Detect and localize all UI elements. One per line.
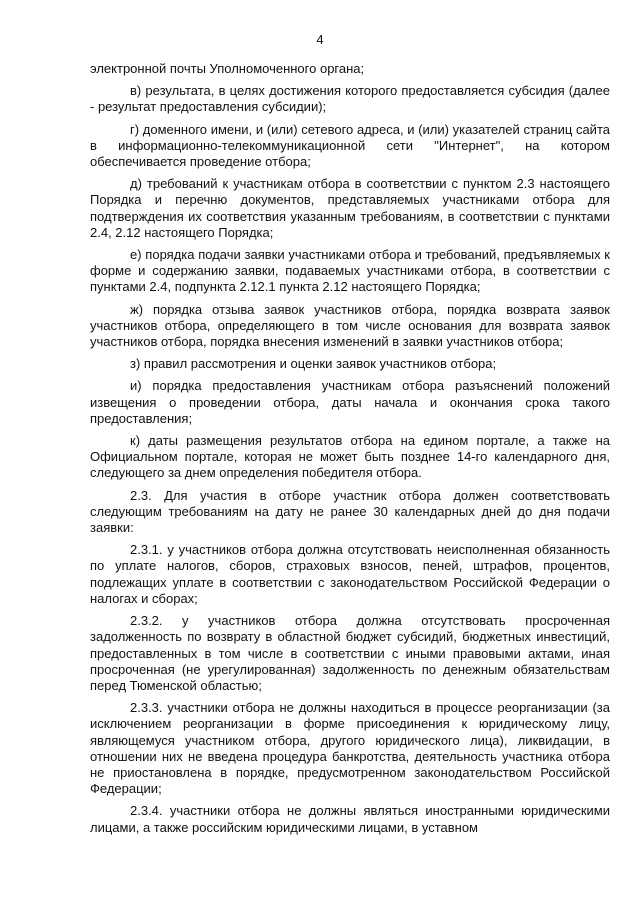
paragraph-email-continuation: электронной почты Уполномоченного органа; xyxy=(90,61,365,76)
paragraph-section-2-3-1: 2.3.1. у участников отбора должна отсутствовать неисполненная обязанность по уплате налогов, сборов, страховых взносов, пеней, штрафов, процентов, подлежащих уплате в соответствии с законодательством Российской Федерации о налогах и сборах; xyxy=(90,542,610,606)
page-number: 4 xyxy=(316,32,324,47)
paragraph-section-2-3-2: 2.3.2. у участников отбора должна отсутствовать просроченная задолженность по возврату в областной бюджет субсидий, бюджетных инвестиций, предоставленных в том числе в соответствии с иными правовыми актами, иная просроченная (не урегулированная) задолженность по денежным обязательствам перед Тюменской областью; xyxy=(90,613,610,693)
paragraph-item-e: е) порядка подачи заявки участниками отбора и требований, предъявляемых к форме и содержанию заявки, подаваемых участниками отбора, в соответствии с пунктами 2.4, подпункта 2.12.1 пункта 2.12 настоящего Порядка; xyxy=(90,247,610,295)
paragraph-item-k: к) даты размещения результатов отбора на едином портале, а также на Официальном портале, которая не может быть позднее 14-го календарного дня, следующего за днем определения победителя отбора. xyxy=(90,433,610,481)
paragraph-item-i: и) порядка предоставления участникам отбора разъяснений положений извещения о проведении отбора, даты начала и окончания срока такого предоставления; xyxy=(90,378,610,426)
paragraph-item-v: в) результата, в целях достижения которого предоставляется субсидия (далее - результат предоставления субсидии); xyxy=(90,83,610,115)
paragraph-item-zh: ж) порядка отзыва заявок участников отбора, порядка возврата заявок участников отбора, определяющего в том числе основания для возврата заявок участников отбора, порядка внесения изменений в заявки участников отбора; xyxy=(90,301,610,350)
paragraph-section-2-3: 2.3. Для участия в отборе участник отбора должен соответствовать следующим требованиям на дату не ранее 30 календарных дней до дня подачи заявки: xyxy=(90,487,610,536)
paragraph-section-2-3-3: 2.3.3. участники отбора не должны находиться в процессе реорганизации (за исключением реорганизации в форме присоединения к юридическому лицу, являющемуся участником отбора, другого юридического лица), ликвидации, в отношении них не введена процедура банкротства, деятельность участника отбора не приостановлена в порядке, предусмотренном законодательством Российской Федерации; xyxy=(90,700,610,797)
paragraph-item-z: з) правил рассмотрения и оценки заявок участников отбора; xyxy=(130,356,497,372)
document-body xyxy=(90,61,610,842)
paragraph-item-d: д) требований к участникам отбора в соответствии с пунктом 2.3 настоящего Порядка и перечню документов, представляемых участниками отбора для подтверждения их соответствия указанным требованиям, в соответствии с пунктами 2.4, 2.12 настоящего Порядка; xyxy=(90,176,610,240)
paragraph-item-g: г) доменного имени, и (или) сетевого адреса, и (или) указателей страниц сайта в информационно-телекоммуникационной сети "Интернет", на котором обеспечивается проведение отбора; xyxy=(90,121,610,170)
paragraph-section-2-3-4: 2.3.4. участники отбора не должны являться иностранными юридическими лицами, а также российским юридическими лицами, в уставном xyxy=(90,803,610,835)
